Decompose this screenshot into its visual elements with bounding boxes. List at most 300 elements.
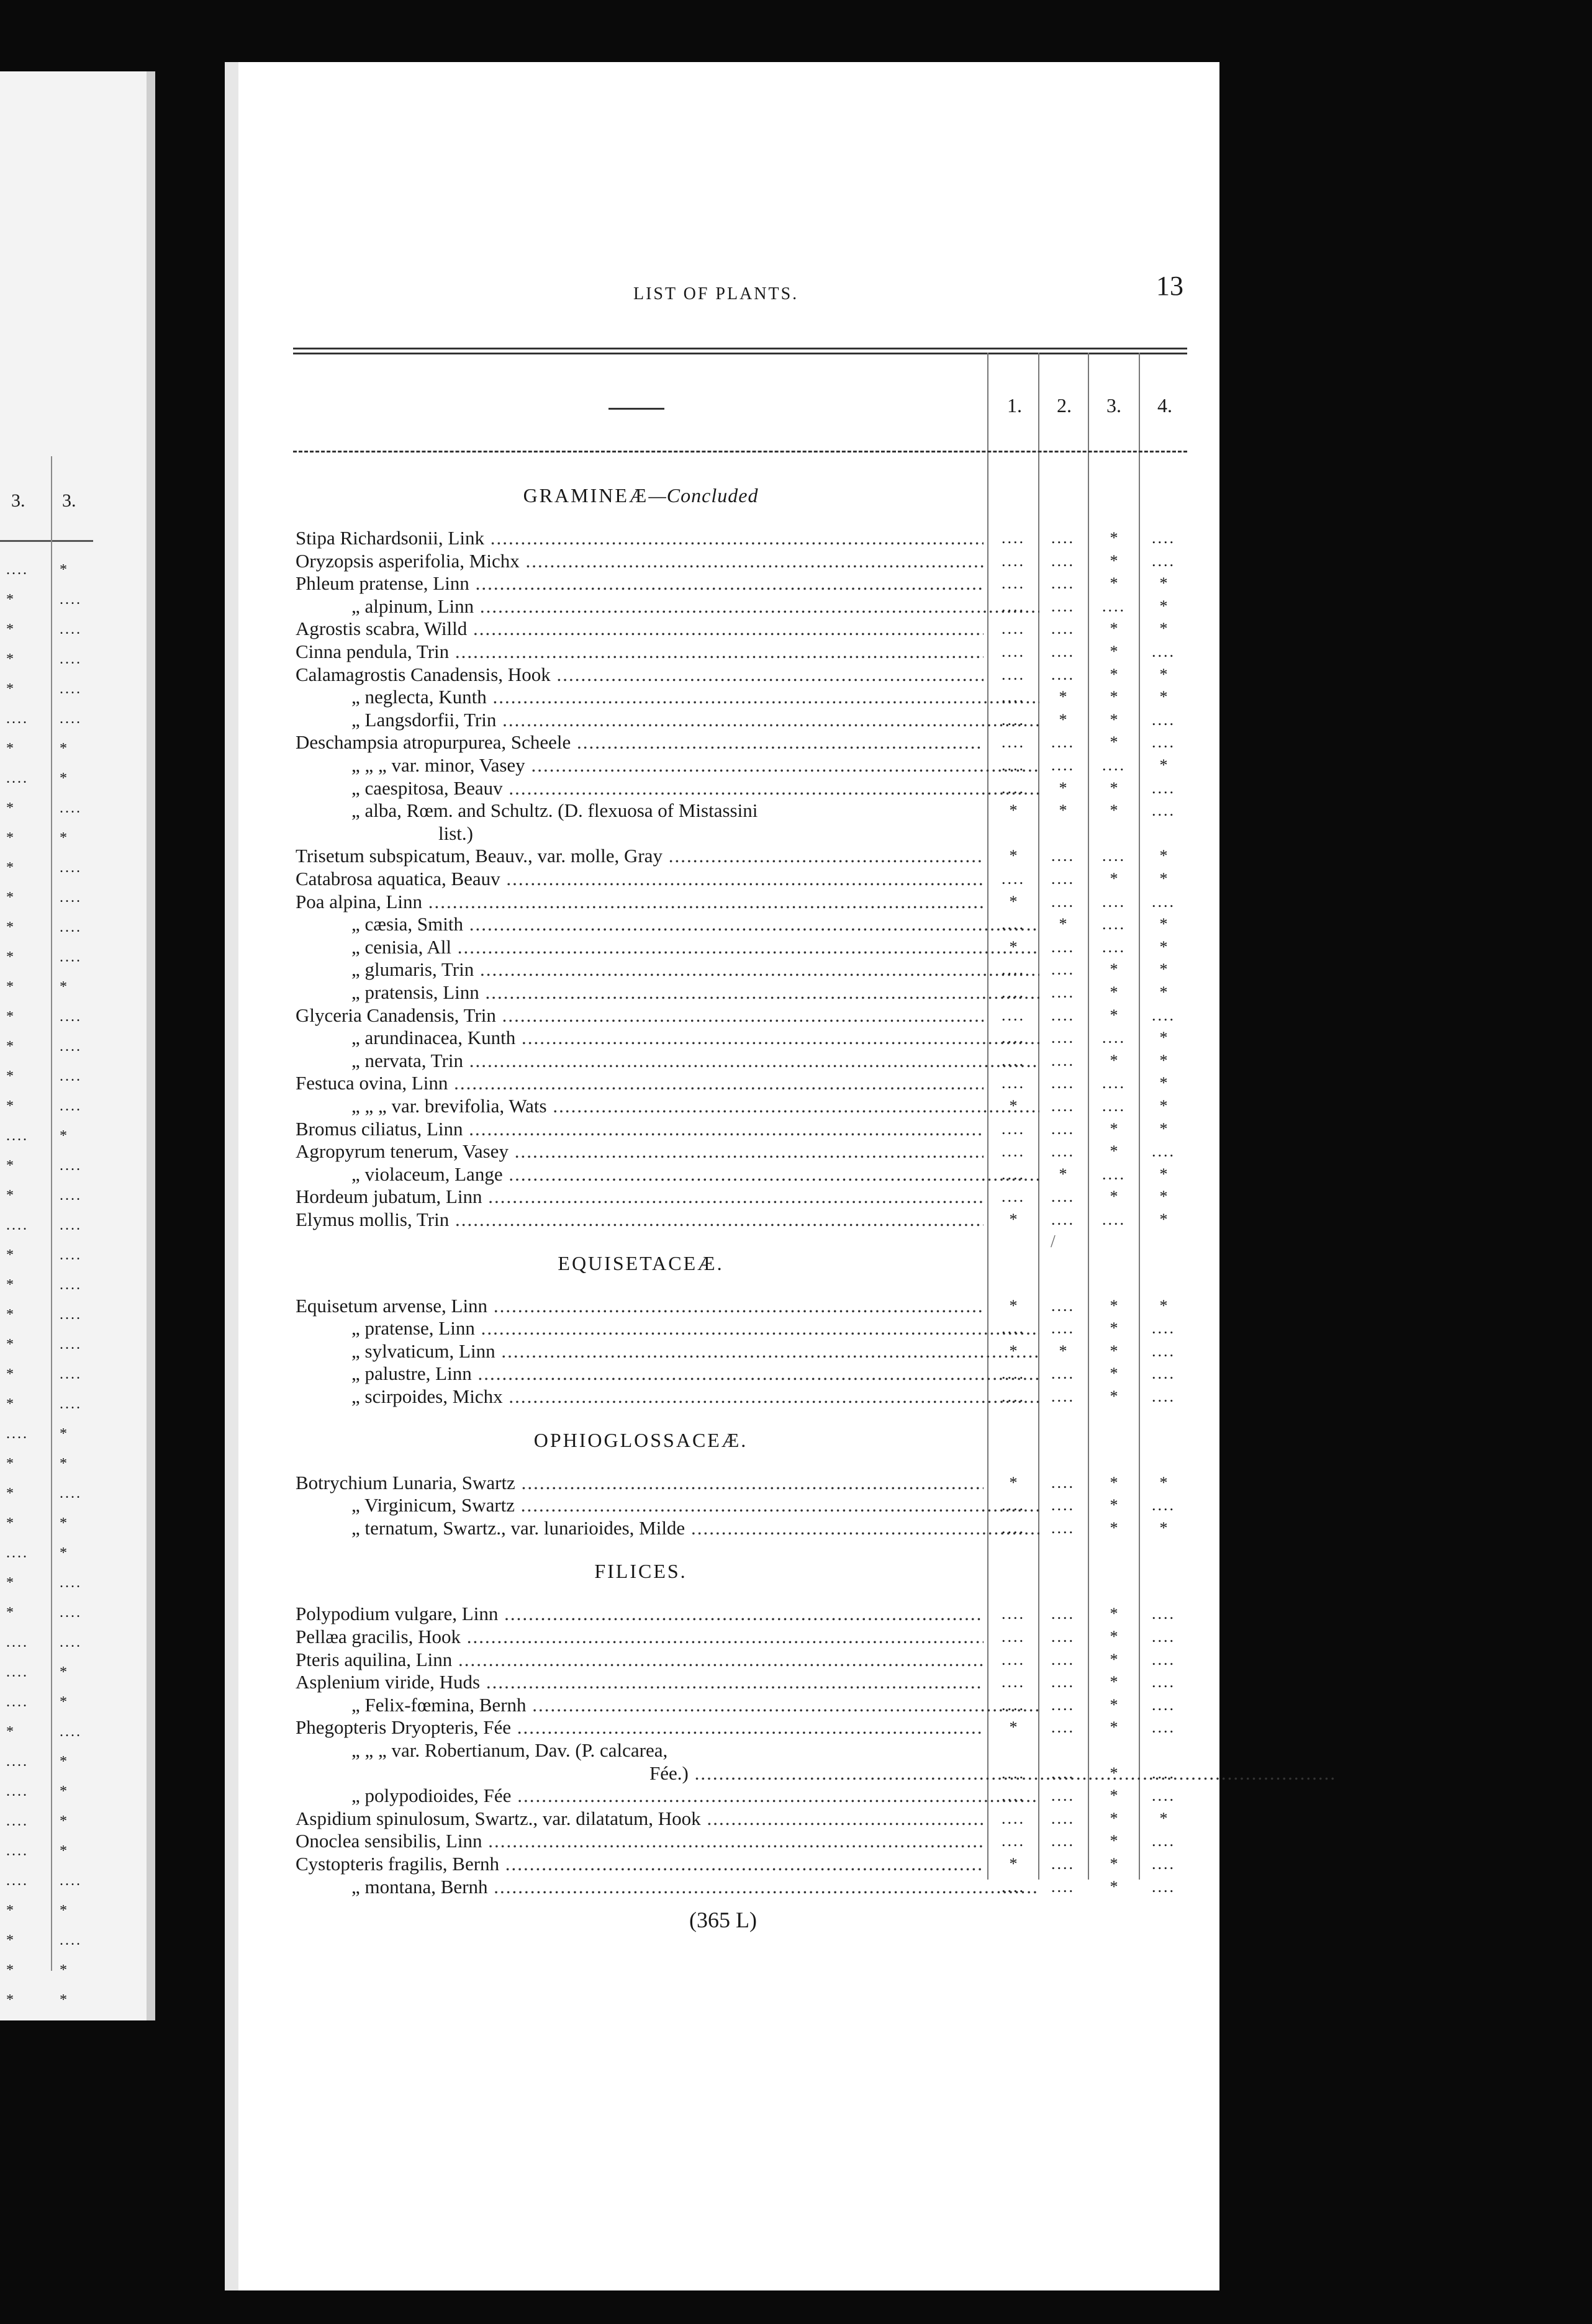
- asterisk-mark: [6, 1366, 14, 1383]
- stray-mark: /: [1051, 1232, 1056, 1251]
- dot-leader: [1089, 754, 1139, 777]
- left-page-row: [0, 1783, 93, 1806]
- table-row: [296, 595, 1187, 618]
- dot-leader: [1038, 754, 1088, 777]
- asterisk-mark: [6, 1277, 14, 1294]
- dot-leader: [988, 1693, 1038, 1716]
- asterisk-mark: [6, 1605, 14, 1621]
- dot-leader: [60, 1724, 82, 1741]
- dot-leader: [988, 708, 1038, 731]
- dot-leader: [60, 592, 82, 608]
- table-row: [296, 640, 1187, 663]
- plant-name: „ pratensis, Linn .....: [296, 981, 1039, 1004]
- section-title: [293, 484, 988, 507]
- table-row: [296, 1071, 1187, 1094]
- asterisk-mark: [1139, 844, 1188, 867]
- dot-leader: [1038, 1716, 1088, 1739]
- asterisk-mark: [1089, 1670, 1139, 1693]
- left-page-row: [0, 830, 93, 852]
- dot-leader: [60, 1247, 82, 1264]
- asterisk-mark: [1139, 1071, 1188, 1094]
- asterisk-mark: [1089, 1140, 1139, 1163]
- left-page-row: [0, 979, 93, 1001]
- table-row: [296, 958, 1187, 981]
- plant-name: „ sylvaticum, Linn .....: [296, 1340, 1039, 1362]
- dot-leader: [988, 1385, 1038, 1408]
- dot-leader: [1038, 1625, 1088, 1648]
- plant-name: Oryzopsis asperifolia, Michx .....: [296, 549, 984, 572]
- asterisk-mark: [1038, 1163, 1088, 1186]
- left-page-row: [0, 1038, 93, 1061]
- dot-leader: [988, 912, 1038, 935]
- asterisk-mark: [1089, 1784, 1139, 1807]
- left-page-row: [0, 1217, 93, 1240]
- dot-leader: [1038, 1026, 1088, 1049]
- dot-leader: [60, 681, 82, 698]
- table-row: [296, 526, 1187, 549]
- asterisk-mark: [6, 1158, 14, 1174]
- left-page-row: [0, 1932, 93, 1955]
- plant-name: Onoclea sensibilis, Linn .....: [296, 1829, 984, 1852]
- left-page-row: [0, 1098, 93, 1120]
- empty-cell: [1089, 822, 1139, 845]
- table-row: [296, 685, 1187, 708]
- left-page-row: [0, 741, 93, 763]
- dot-leader: [1139, 1140, 1188, 1163]
- asterisk-mark: [1089, 1602, 1139, 1625]
- asterisk-mark: [1139, 1026, 1188, 1049]
- dot-leader: [1139, 1385, 1188, 1408]
- dot-leader: [1038, 1071, 1088, 1094]
- left-page-row: [0, 681, 93, 703]
- asterisk-mark: [988, 1471, 1038, 1494]
- asterisk-mark: [1089, 549, 1139, 572]
- plant-name: „ „ „ var. brevifolia, Wats .....: [296, 1094, 1039, 1117]
- table-row: [296, 1004, 1187, 1027]
- left-page-row: [0, 1277, 93, 1299]
- running-title: LIST OF PLANTS.: [633, 284, 799, 304]
- dot-leader: [60, 621, 82, 638]
- table-row: [296, 1807, 1187, 1830]
- asterisk-mark: [1089, 617, 1139, 640]
- dot-leader: [6, 1426, 29, 1443]
- plant-name: Agropyrum tenerum, Vasey .....: [296, 1140, 984, 1163]
- asterisk-mark: [1139, 663, 1188, 686]
- asterisk-mark: [60, 1962, 67, 1979]
- plant-name: „ pratense, Linn .....: [296, 1317, 1039, 1340]
- dot-leader: [988, 549, 1038, 572]
- dot-leader: [1139, 1852, 1188, 1875]
- left-page-row: [0, 1962, 93, 1984]
- left-head-rule: [0, 540, 93, 542]
- dot-leader: [1038, 844, 1088, 867]
- plant-name: Polypodium vulgare, Linn .....: [296, 1602, 984, 1625]
- plant-name: Trisetum subspicatum, Beauv., var. molle, Gray .....: [296, 844, 984, 867]
- left-page-row: [0, 651, 93, 673]
- table-row: [296, 1602, 1187, 1625]
- plant-name: „ cenisia, All .....: [296, 935, 1039, 958]
- plant-name: Cinna pendula, Trin .....: [296, 640, 984, 663]
- asterisk-mark: [1038, 1340, 1088, 1362]
- asterisk-mark: [1139, 572, 1188, 595]
- left-page-row: [0, 770, 93, 793]
- left-page-row: [0, 1128, 93, 1150]
- dot-leader: [1038, 1317, 1088, 1340]
- asterisk-mark: [1139, 935, 1188, 958]
- asterisk-mark: [1089, 1471, 1139, 1494]
- asterisk-mark: [6, 1962, 14, 1979]
- dot-leader: [60, 919, 82, 936]
- dot-leader: [1139, 1340, 1188, 1362]
- asterisk-mark: [1139, 685, 1188, 708]
- table-row: [296, 1716, 1187, 1739]
- page-fold-shadow: [225, 62, 238, 2290]
- plant-name: Agrostis scabra, Willd .....: [296, 617, 984, 640]
- asterisk-mark: [6, 1903, 14, 1919]
- dot-leader: [1038, 1471, 1088, 1494]
- table-row: [296, 1852, 1187, 1875]
- table-row: [296, 1185, 1187, 1208]
- plant-name: Stipa Richardsonii, Link .....: [296, 526, 984, 549]
- dot-leader: [60, 1068, 82, 1085]
- plant-name: „ cæsia, Smith .....: [296, 912, 1039, 935]
- table-row: [296, 1670, 1187, 1693]
- left-page-row: [0, 860, 93, 882]
- asterisk-mark: [60, 1783, 67, 1800]
- asterisk-mark: [1089, 1716, 1139, 1739]
- asterisk-mark: [6, 1307, 14, 1323]
- asterisk-mark: [1089, 958, 1139, 981]
- dot-leader: [1038, 1185, 1088, 1208]
- asterisk-mark: [60, 1664, 67, 1681]
- asterisk-mark: [6, 1932, 14, 1949]
- dot-leader: [1139, 1625, 1188, 1648]
- left-page-row: [0, 949, 93, 971]
- asterisk-mark: [60, 1515, 67, 1532]
- left-page-row: [0, 1664, 93, 1687]
- dot-leader: [1038, 1670, 1088, 1693]
- plant-name: „ Felix-fœmina, Bernh .....: [296, 1693, 1039, 1716]
- asterisk-mark: [1089, 1693, 1139, 1716]
- column-header-4: 4.: [1157, 394, 1172, 417]
- dot-leader: [1089, 595, 1139, 618]
- table-row: [296, 708, 1187, 731]
- dot-leader: [60, 1396, 82, 1413]
- asterisk-mark: [1089, 1385, 1139, 1408]
- dot-leader: [1139, 890, 1188, 913]
- left-page-row: [0, 890, 93, 912]
- dot-leader: [988, 1117, 1038, 1140]
- asterisk-mark: [1089, 1340, 1139, 1362]
- dot-leader: [1038, 549, 1088, 572]
- plant-name: Asplenium viride, Huds .....: [296, 1670, 984, 1693]
- dot-leader: [1089, 1208, 1139, 1231]
- asterisk-mark: [6, 592, 14, 608]
- left-page-row: [0, 1307, 93, 1329]
- asterisk-mark: [1139, 617, 1188, 640]
- asterisk-mark: [6, 890, 14, 906]
- asterisk-mark: [1089, 1362, 1139, 1385]
- asterisk-mark: [1139, 912, 1188, 935]
- dot-leader: [988, 572, 1038, 595]
- table-row: [296, 1625, 1187, 1648]
- dot-leader: [1038, 731, 1088, 754]
- left-column-label-1: 3.: [11, 490, 25, 511]
- asterisk-mark: [6, 800, 14, 817]
- dot-leader: [1038, 1829, 1088, 1852]
- empty-cell: [1038, 1739, 1088, 1762]
- plant-name: „ arundinacea, Kunth .....: [296, 1026, 1039, 1049]
- dot-leader: [1038, 1493, 1088, 1516]
- asterisk-mark: [1089, 799, 1139, 822]
- dot-leader: [1038, 1602, 1088, 1625]
- dot-leader: [1089, 1094, 1139, 1117]
- left-page-row: [0, 592, 93, 614]
- dot-leader: [988, 1163, 1038, 1186]
- asterisk-mark: [988, 1716, 1038, 1739]
- left-page-row: [0, 1009, 93, 1031]
- dot-leader: [1038, 1784, 1088, 1807]
- asterisk-mark: [1089, 708, 1139, 731]
- dot-leader: [988, 526, 1038, 549]
- dot-leader: [988, 663, 1038, 686]
- plant-name: „ glumaris, Trin .....: [296, 958, 1039, 981]
- dot-leader: [988, 1004, 1038, 1027]
- empty-cell: [988, 822, 1038, 845]
- table-row: [296, 777, 1187, 799]
- dot-leader: [988, 1140, 1038, 1163]
- left-page-row: [0, 1813, 93, 1835]
- asterisk-mark: [60, 1456, 67, 1472]
- asterisk-mark: [988, 1094, 1038, 1117]
- asterisk-mark: [1089, 1829, 1139, 1852]
- dot-leader: [1089, 912, 1139, 935]
- dot-leader: [1038, 1094, 1088, 1117]
- dot-leader: [988, 617, 1038, 640]
- dot-leader: [988, 1185, 1038, 1208]
- table-row: [296, 1340, 1187, 1362]
- dot-leader: [1038, 595, 1088, 618]
- plant-name: Cystopteris fragilis, Bernh .....: [296, 1852, 984, 1875]
- left-page-row: [0, 711, 93, 733]
- section-name: OPHIOGLOSSACEÆ.: [533, 1428, 748, 1451]
- asterisk-mark: [60, 1813, 67, 1830]
- empty-cell: [1139, 1739, 1188, 1762]
- table-row: [296, 1094, 1187, 1117]
- dot-leader: [1139, 708, 1188, 731]
- dot-leader: [1139, 1317, 1188, 1340]
- left-page-row: [0, 1545, 93, 1567]
- dot-leader: [988, 1875, 1038, 1898]
- asterisk-mark: [988, 799, 1038, 822]
- table-row: [296, 663, 1187, 686]
- table-row: [296, 754, 1187, 777]
- dot-leader: [1038, 1807, 1088, 1830]
- plant-name: „ „ „ var. Robertianum, Dav. (P. calcarea,: [351, 1739, 668, 1761]
- dot-leader: [1139, 731, 1188, 754]
- asterisk-mark: [1038, 912, 1088, 935]
- asterisk-mark: [6, 1038, 14, 1055]
- plant-name: Aspidium spinulosum, Swartz., var. dilatatum, Hook .....: [296, 1807, 984, 1830]
- asterisk-mark: [6, 1098, 14, 1115]
- left-column-label-2: 3.: [62, 490, 76, 511]
- asterisk-mark: [988, 844, 1038, 867]
- asterisk-mark: [60, 1128, 67, 1145]
- plant-name: Poa alpina, Linn .....: [296, 890, 984, 913]
- dot-leader: [988, 1049, 1038, 1072]
- dot-leader: [6, 1128, 29, 1145]
- left-page-row: [0, 1187, 93, 1210]
- table-row: [296, 867, 1187, 890]
- dot-leader: [60, 1098, 82, 1115]
- left-page-row: [0, 1515, 93, 1538]
- plant-name: Pteris aquilina, Linn .....: [296, 1648, 984, 1671]
- table-row: [296, 1762, 1187, 1785]
- asterisk-mark: [60, 741, 67, 757]
- asterisk-mark: [6, 651, 14, 668]
- plant-name: „ „ „ var. minor, Vasey .....: [296, 754, 1039, 777]
- asterisk-mark: [1089, 731, 1139, 754]
- column-header-2: 2.: [1057, 394, 1072, 417]
- dot-leader: [6, 1873, 29, 1889]
- plant-name: „ Langsdorfii, Trin .....: [296, 708, 1039, 731]
- table-head-label: [608, 408, 664, 410]
- dot-leader: [60, 890, 82, 906]
- left-page-row: [0, 562, 93, 584]
- asterisk-mark: [60, 562, 67, 579]
- table-row: [296, 1739, 1187, 1762]
- asterisk-mark: [1038, 708, 1088, 731]
- section-name: FILICES.: [594, 1560, 687, 1583]
- plant-name: „ caespitosa, Beauv .....: [296, 777, 1039, 799]
- table-row: [296, 1648, 1187, 1671]
- asterisk-mark: [1089, 981, 1139, 1004]
- left-page-row: [0, 1247, 93, 1269]
- dot-leader: [1139, 1362, 1188, 1385]
- plant-name: „ scirpoides, Michx .....: [296, 1385, 1039, 1408]
- table-row: [296, 981, 1187, 1004]
- table-row: [296, 731, 1187, 754]
- left-page-row: [0, 1158, 93, 1180]
- dot-leader: [6, 1754, 29, 1770]
- plant-name: Fée.) .....: [296, 1762, 1337, 1785]
- empty-cell: [1139, 822, 1188, 845]
- asterisk-mark: [1089, 526, 1139, 549]
- dot-leader: [6, 1664, 29, 1681]
- asterisk-mark: [6, 621, 14, 638]
- dot-leader: [1038, 640, 1088, 663]
- left-page-row: [0, 1068, 93, 1091]
- dot-leader: [1038, 1049, 1088, 1072]
- dot-leader: [60, 711, 82, 727]
- plant-name: Catabrosa aquatica, Beauv .....: [296, 867, 984, 890]
- asterisk-mark: [6, 860, 14, 876]
- left-page-row: [0, 1336, 93, 1359]
- dot-leader: [60, 1873, 82, 1889]
- plant-name: „ neglecta, Kunth .....: [296, 685, 1039, 708]
- dot-leader: [1139, 1602, 1188, 1625]
- dot-leader: [1139, 1648, 1188, 1671]
- dot-leader: [60, 1187, 82, 1204]
- asterisk-mark: [1139, 958, 1188, 981]
- left-page-row: [0, 1903, 93, 1925]
- asterisk-mark: [6, 1187, 14, 1204]
- asterisk-mark: [1139, 1163, 1188, 1186]
- asterisk-mark: [60, 1992, 67, 2009]
- asterisk-mark: [988, 1208, 1038, 1231]
- dot-leader: [1038, 935, 1088, 958]
- left-page-row: [0, 1485, 93, 1508]
- dot-leader: [988, 867, 1038, 890]
- dot-leader: [1089, 844, 1139, 867]
- table-row: [296, 1471, 1187, 1494]
- dot-leader: [1089, 1071, 1139, 1094]
- dot-leader: [6, 1843, 29, 1860]
- asterisk-mark: [6, 1456, 14, 1472]
- asterisk-mark: [1038, 799, 1088, 822]
- plant-name: „ nervata, Trin .....: [296, 1049, 1039, 1072]
- dot-leader: [988, 1784, 1038, 1807]
- dot-leader: [1139, 1829, 1188, 1852]
- dot-leader: [1089, 935, 1139, 958]
- dot-leader: [988, 1071, 1038, 1094]
- dot-leader: [1038, 981, 1088, 1004]
- dot-leader: [988, 595, 1038, 618]
- asterisk-mark: [60, 1843, 67, 1860]
- dot-leader: [60, 1038, 82, 1055]
- dot-leader: [1038, 1385, 1088, 1408]
- asterisk-mark: [1089, 572, 1139, 595]
- asterisk-mark: [1089, 1049, 1139, 1072]
- asterisk-mark: [1089, 1852, 1139, 1875]
- asterisk-mark: [1089, 1516, 1139, 1539]
- dot-leader: [1038, 1294, 1088, 1317]
- dot-leader: [60, 1158, 82, 1174]
- dot-leader: [60, 651, 82, 668]
- asterisk-mark: [6, 1247, 14, 1264]
- dot-leader: [60, 1336, 82, 1353]
- asterisk-mark: [6, 1068, 14, 1085]
- asterisk-mark: [1089, 1185, 1139, 1208]
- asterisk-mark: [6, 1396, 14, 1413]
- dot-leader: [988, 1762, 1038, 1785]
- dot-leader: [1089, 1026, 1139, 1049]
- plant-name: „ ternatum, Swartz., var. lunarioides, Milde .....: [296, 1516, 1039, 1539]
- dot-leader: [1139, 799, 1188, 822]
- left-page-row: [0, 1366, 93, 1389]
- asterisk-mark: [1038, 685, 1088, 708]
- asterisk-mark: [60, 770, 67, 787]
- asterisk-mark: [1089, 1117, 1139, 1140]
- dot-leader: [6, 1634, 29, 1651]
- plant-name: Festuca ovina, Linn .....: [296, 1071, 984, 1094]
- asterisk-mark: [1139, 1294, 1188, 1317]
- dot-leader: [1139, 1716, 1188, 1739]
- dot-leader: [988, 731, 1038, 754]
- table-row: [296, 935, 1187, 958]
- asterisk-mark: [1139, 1208, 1188, 1231]
- left-page-row: [0, 1634, 93, 1657]
- asterisk-mark: [1089, 1807, 1139, 1830]
- plant-name: Hordeum jubatum, Linn .....: [296, 1185, 984, 1208]
- section-name: GRAMINEÆ: [523, 484, 649, 507]
- asterisk-mark: [1139, 1471, 1188, 1494]
- asterisk-mark: [60, 979, 67, 996]
- asterisk-mark: [60, 1694, 67, 1711]
- dot-leader: [988, 1362, 1038, 1385]
- dot-leader: [60, 1575, 82, 1592]
- dot-leader: [1038, 572, 1088, 595]
